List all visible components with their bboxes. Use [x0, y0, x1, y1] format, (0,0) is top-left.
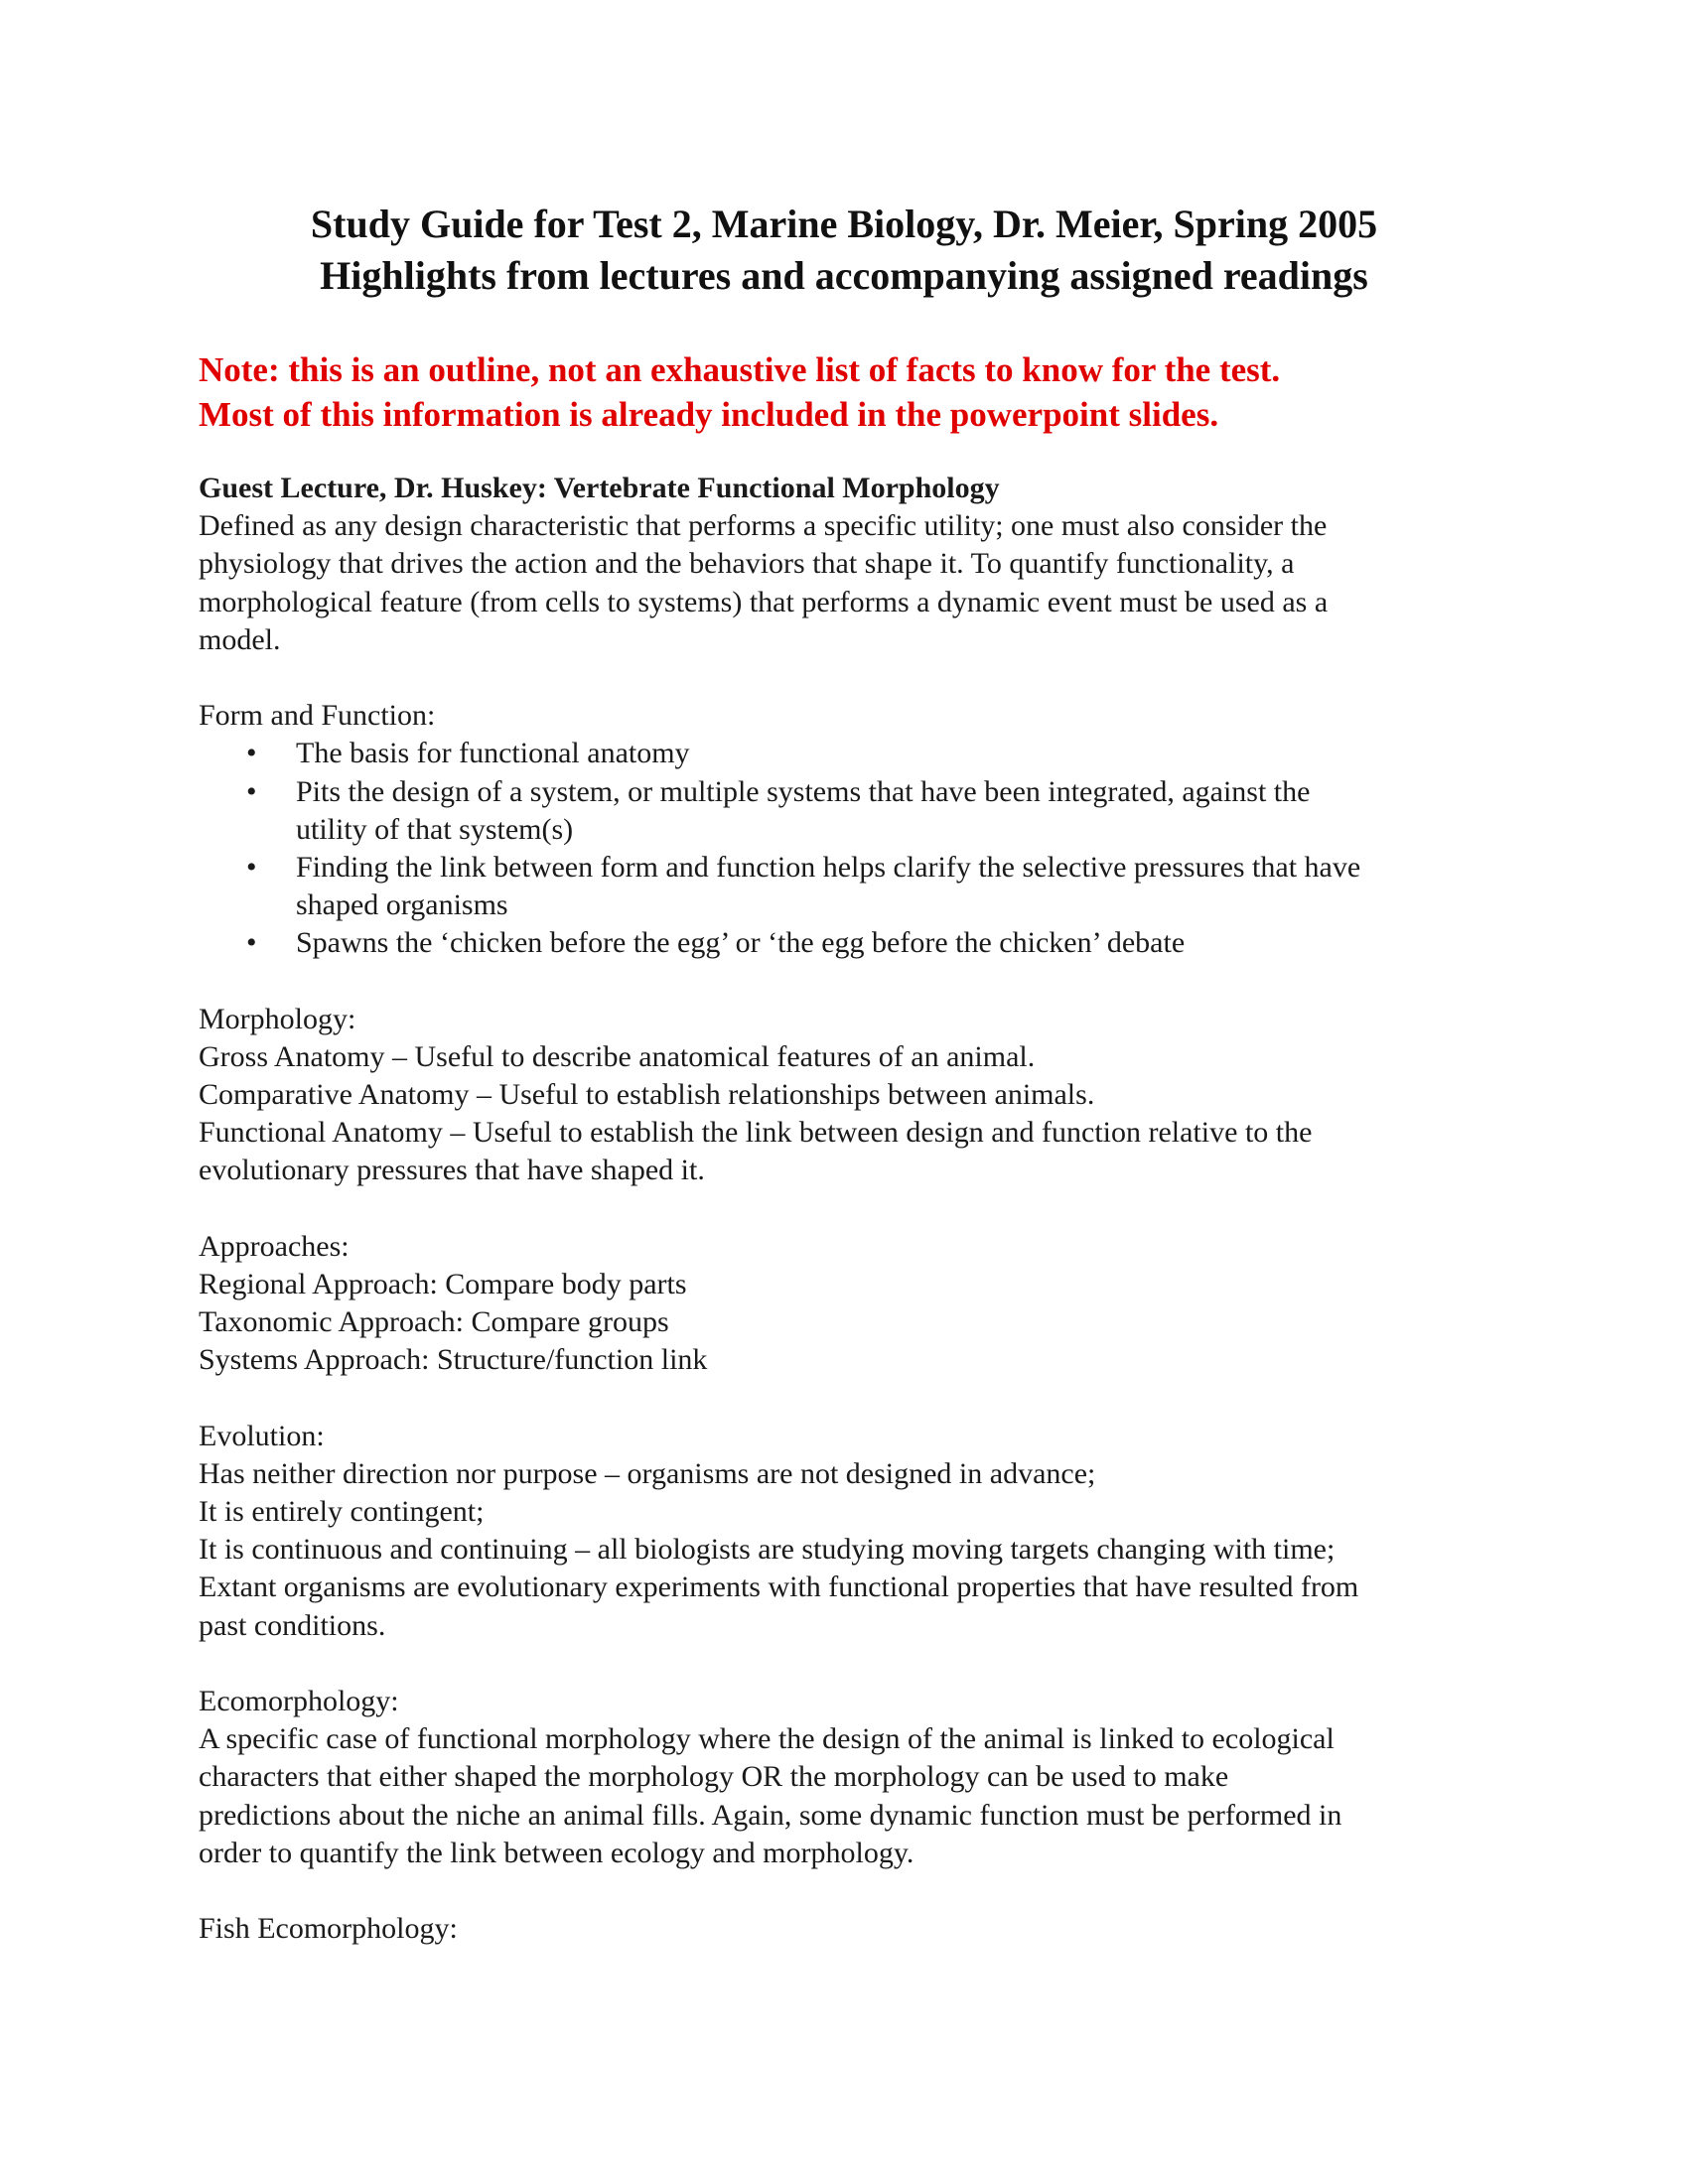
paragraph-line: A specific case of functional morphology where the design of the animal is linked to ecological [199, 1722, 1335, 1756]
guest-lecture-heading: Guest Lecture, Dr. Huskey: Vertebrate Functional Morphology [199, 472, 1000, 504]
spacer [199, 659, 1509, 697]
spacer [199, 962, 1509, 1000]
bullet-icon: • [246, 737, 257, 770]
document-title [0, 199, 1688, 302]
paragraph-line: Comparative Anatomy – Useful to establish relationships between animals. [199, 1078, 1095, 1111]
ecomorphology-heading: Ecomorphology: [199, 1685, 399, 1717]
bullet-item [199, 924, 1509, 962]
bullet-text: Finding the link between form and function helps clarify the selective pressures that have [296, 850, 1361, 884]
bullet-text: Pits the design of a system, or multiple systems that have been integrated, against the [296, 774, 1311, 808]
paragraph-line: characters that either shaped the morphology OR the morphology can be used to make [199, 1760, 1229, 1794]
evolution-heading: Evolution: [199, 1419, 325, 1452]
paragraph-line: Extant organisms are evolutionary experiments with functional properties that have resulted from [199, 1570, 1359, 1604]
paragraph-line: Taxonomic Approach: Compare groups [199, 1305, 669, 1339]
paragraph-line: Gross Anatomy – Useful to describe anatomical features of an animal. [199, 1039, 1036, 1073]
approaches-heading: Approaches: [199, 1229, 350, 1263]
paragraph-line: order to quantify the link between ecology and morphology. [199, 1836, 914, 1869]
title-line-2: Highlights from lectures and accompanying assigned readings [320, 253, 1368, 298]
note-line-1: Note: this is an outline, not an exhaustive list of facts to know for the test. [199, 350, 1281, 389]
spacer [199, 1872, 1509, 1910]
paragraph-line: morphological feature (from cells to systems) that performs a dynamic event must be used as a [199, 585, 1329, 618]
paragraph-line: model. [199, 622, 281, 656]
paragraph-line: Systems Approach: Structure/function link [199, 1343, 708, 1377]
bullet-text: Spawns the ‘chicken before the egg’ or ‘the egg before the chicken’ debate [296, 926, 1186, 960]
bullet-text: The basis for functional anatomy [296, 737, 690, 770]
bullet-text: utility of that system(s) [296, 812, 574, 846]
bullet-icon: • [246, 850, 257, 884]
paragraph-line: predictions about the niche an animal fills. Again, some dynamic function must be performed in [199, 1798, 1342, 1832]
bullet-item [199, 849, 1509, 924]
paragraph-line: Defined as any design characteristic that performs a specific utility; one must also consider the [199, 509, 1328, 543]
fish-ecomorphology-heading: Fish Ecomorphology: [199, 1912, 458, 1946]
bullet-icon: • [246, 926, 257, 960]
spacer [199, 1645, 1509, 1683]
paragraph-line: It is entirely contingent; [199, 1495, 485, 1529]
document-body [199, 470, 1509, 1948]
bullet-text: shaped organisms [296, 888, 508, 922]
spacer [199, 1190, 1509, 1228]
paragraph-line: It is continuous and continuing – all biologists are studying moving targets changing with time; [199, 1533, 1336, 1567]
form-function-bullet-list [199, 735, 1509, 962]
paragraph-line: past conditions. [199, 1608, 386, 1642]
paragraph-line: physiology that drives the action and the behaviors that shape it. To quantify functionality, a [199, 547, 1295, 581]
form-function-heading: Form and Function: [199, 699, 436, 733]
paragraph-line: Regional Approach: Compare body parts [199, 1267, 687, 1300]
paragraph-line: Functional Anatomy – Useful to establish the link between design and function relative to the [199, 1116, 1313, 1150]
note-line-2: Most of this information is already included in the powerpoint slides. [199, 395, 1219, 434]
bullet-icon: • [246, 774, 257, 808]
title-line-1: Study Guide for Test 2, Marine Biology, Dr. Meier, Spring 2005 [310, 202, 1378, 246]
bullet-item [199, 773, 1509, 849]
morphology-heading: Morphology: [199, 1002, 356, 1035]
note-block [199, 347, 1509, 437]
spacer [199, 1380, 1509, 1418]
paragraph-line: evolutionary pressures that have shaped it. [199, 1154, 705, 1187]
bullet-item [199, 735, 1509, 772]
paragraph-line: Has neither direction nor purpose – organisms are not designed in advance; [199, 1456, 1096, 1490]
